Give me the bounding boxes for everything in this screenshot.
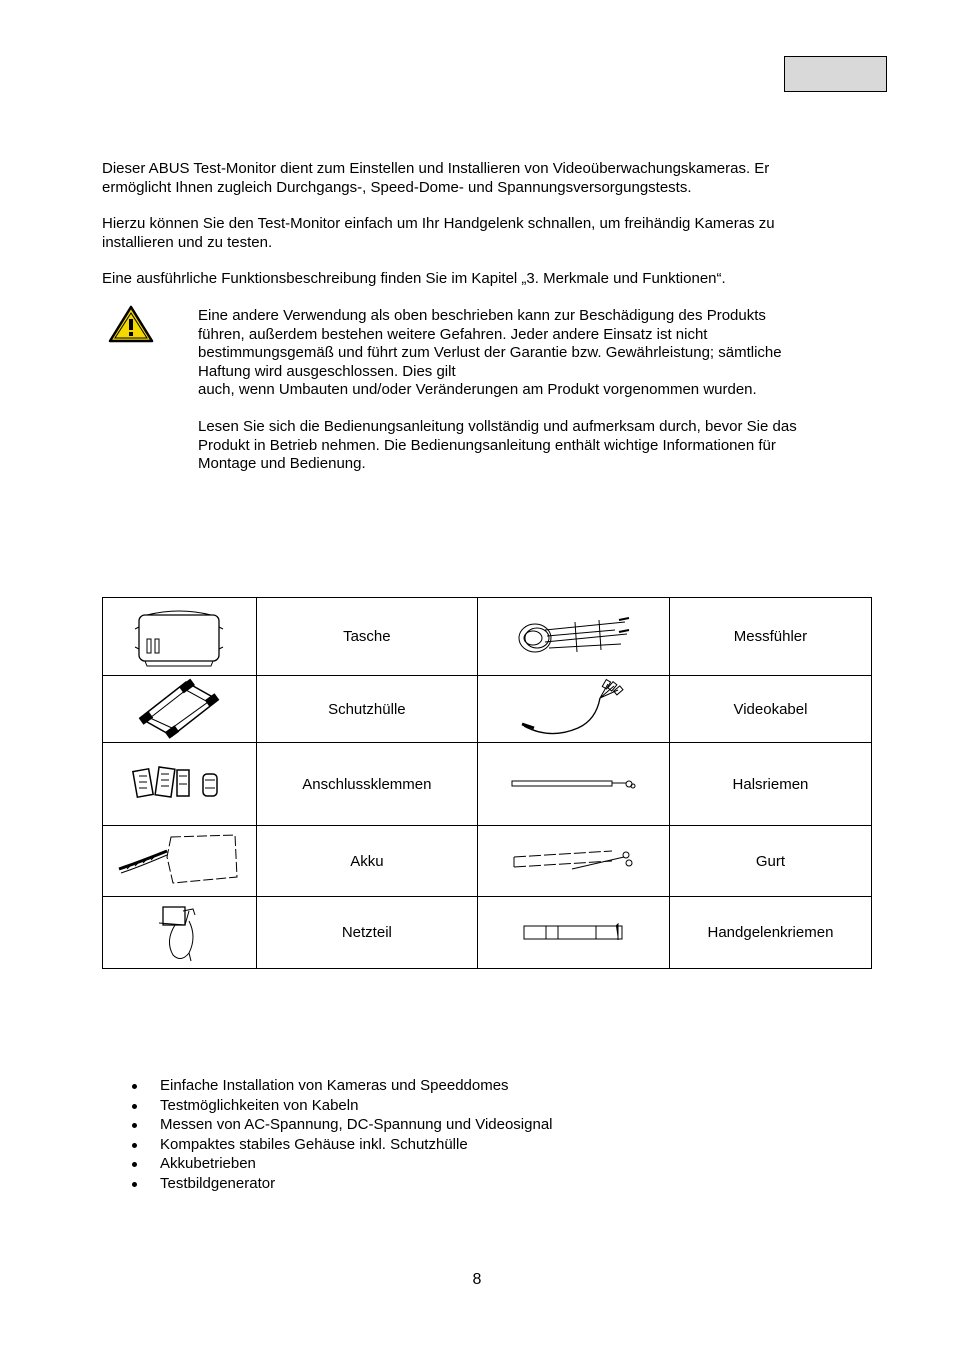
video-cable-image-cell [477,676,669,743]
item-label: Schutzhülle [256,676,477,743]
battery-image-cell [103,826,257,897]
item-label: Tasche [256,598,477,676]
table-row [103,897,872,969]
feature-list [102,1076,802,1194]
protective-cover-icon [136,678,222,740]
item-label: Messfühler [669,598,871,676]
list-item: Kompaktes stabiles Gehäuse inkl. Schutzhülle [102,1135,802,1155]
probe-image-cell [477,598,669,676]
terminal-clamps-icon [131,764,227,804]
table-row [103,826,872,897]
wrist-strap-image-cell [477,897,669,969]
intro-paragraph-2: Hierzu können Sie den Test-Monitor einfach um Ihr Handgelenk schnallen, um freihändig Kameras zu installieren und zu testen. [102,215,775,251]
warning-triangle-icon [108,305,154,343]
video-cable-icon [520,678,626,740]
list-item: Messen von AC-Spannung, DC-Spannung und Videosignal [102,1115,802,1135]
warning-paragraph-1: Eine andere Verwendung als oben beschrieben kann zur Beschädigung des Produkts führen, außerdem bestehen weitere Gefahren. Jeder andere Einsatz ist nicht bestimmungsgemäß und führt zum Verlust der Garantie bzw. Gewährleistung; sämtliche Haftung wird ausgeschlossen. Dies gilt auch, wenn Umbauten und/oder Veränderungen am Produkt vorgenommen wurden. [198,307,782,399]
table-row [103,676,872,743]
power-supply-icon [149,901,209,965]
neck-strap-icon [510,777,636,791]
item-label: Anschlussklemmen [256,743,477,826]
item-label: Netzteil [256,897,477,969]
list-item: Testbildgenerator [102,1174,802,1194]
table-row [103,743,872,826]
bag-image-cell [103,598,257,676]
power-supply-image-cell [103,897,257,969]
item-label: Gurt [669,826,871,897]
item-label: Handgelenkriemen [669,897,871,969]
table-row [103,598,872,676]
list-item: Testmöglichkeiten von Kabeln [102,1096,802,1116]
list-item: Einfache Installation von Kameras und Speeddomes [102,1076,802,1096]
scope-of-delivery-table [102,597,872,969]
item-label: Akku [256,826,477,897]
belt-icon [512,849,634,873]
item-label: Videokabel [669,676,871,743]
probe-icon [515,612,631,662]
intro-paragraph-1: Dieser ABUS Test-Monitor dient zum Einstellen und Installieren von Videoüberwachungskameras. Er ermöglicht Ihnen zugleich Durchgangs-, Speed-Dome- und Spannungsversorgungstests. [102,160,770,196]
intro-paragraph-3: Eine ausführliche Funktionsbeschreibung finden Sie im Kapitel „3. Merkmale und Funktionen“. [102,270,726,287]
clamps-image-cell [103,743,257,826]
bag-icon [133,607,225,667]
language-tab-box [784,56,887,92]
wrist-strap-icon [520,922,626,944]
warning-paragraph-2: Lesen Sie sich die Bedienungsanleitung vollständig und aufmerksam durch, bevor Sie das Produkt in Betrieb nehmen. Die Bedienungsanleitung enthält wichtige Informationen für Montage und Bedienung. [198,418,797,473]
neck-strap-image-cell [477,743,669,826]
list-item: Akkubetrieben [102,1154,802,1174]
belt-image-cell [477,826,669,897]
item-label: Halsriemen [669,743,871,826]
page-number: 8 [472,1271,482,1288]
battery-icon [117,833,241,889]
cover-image-cell [103,676,257,743]
